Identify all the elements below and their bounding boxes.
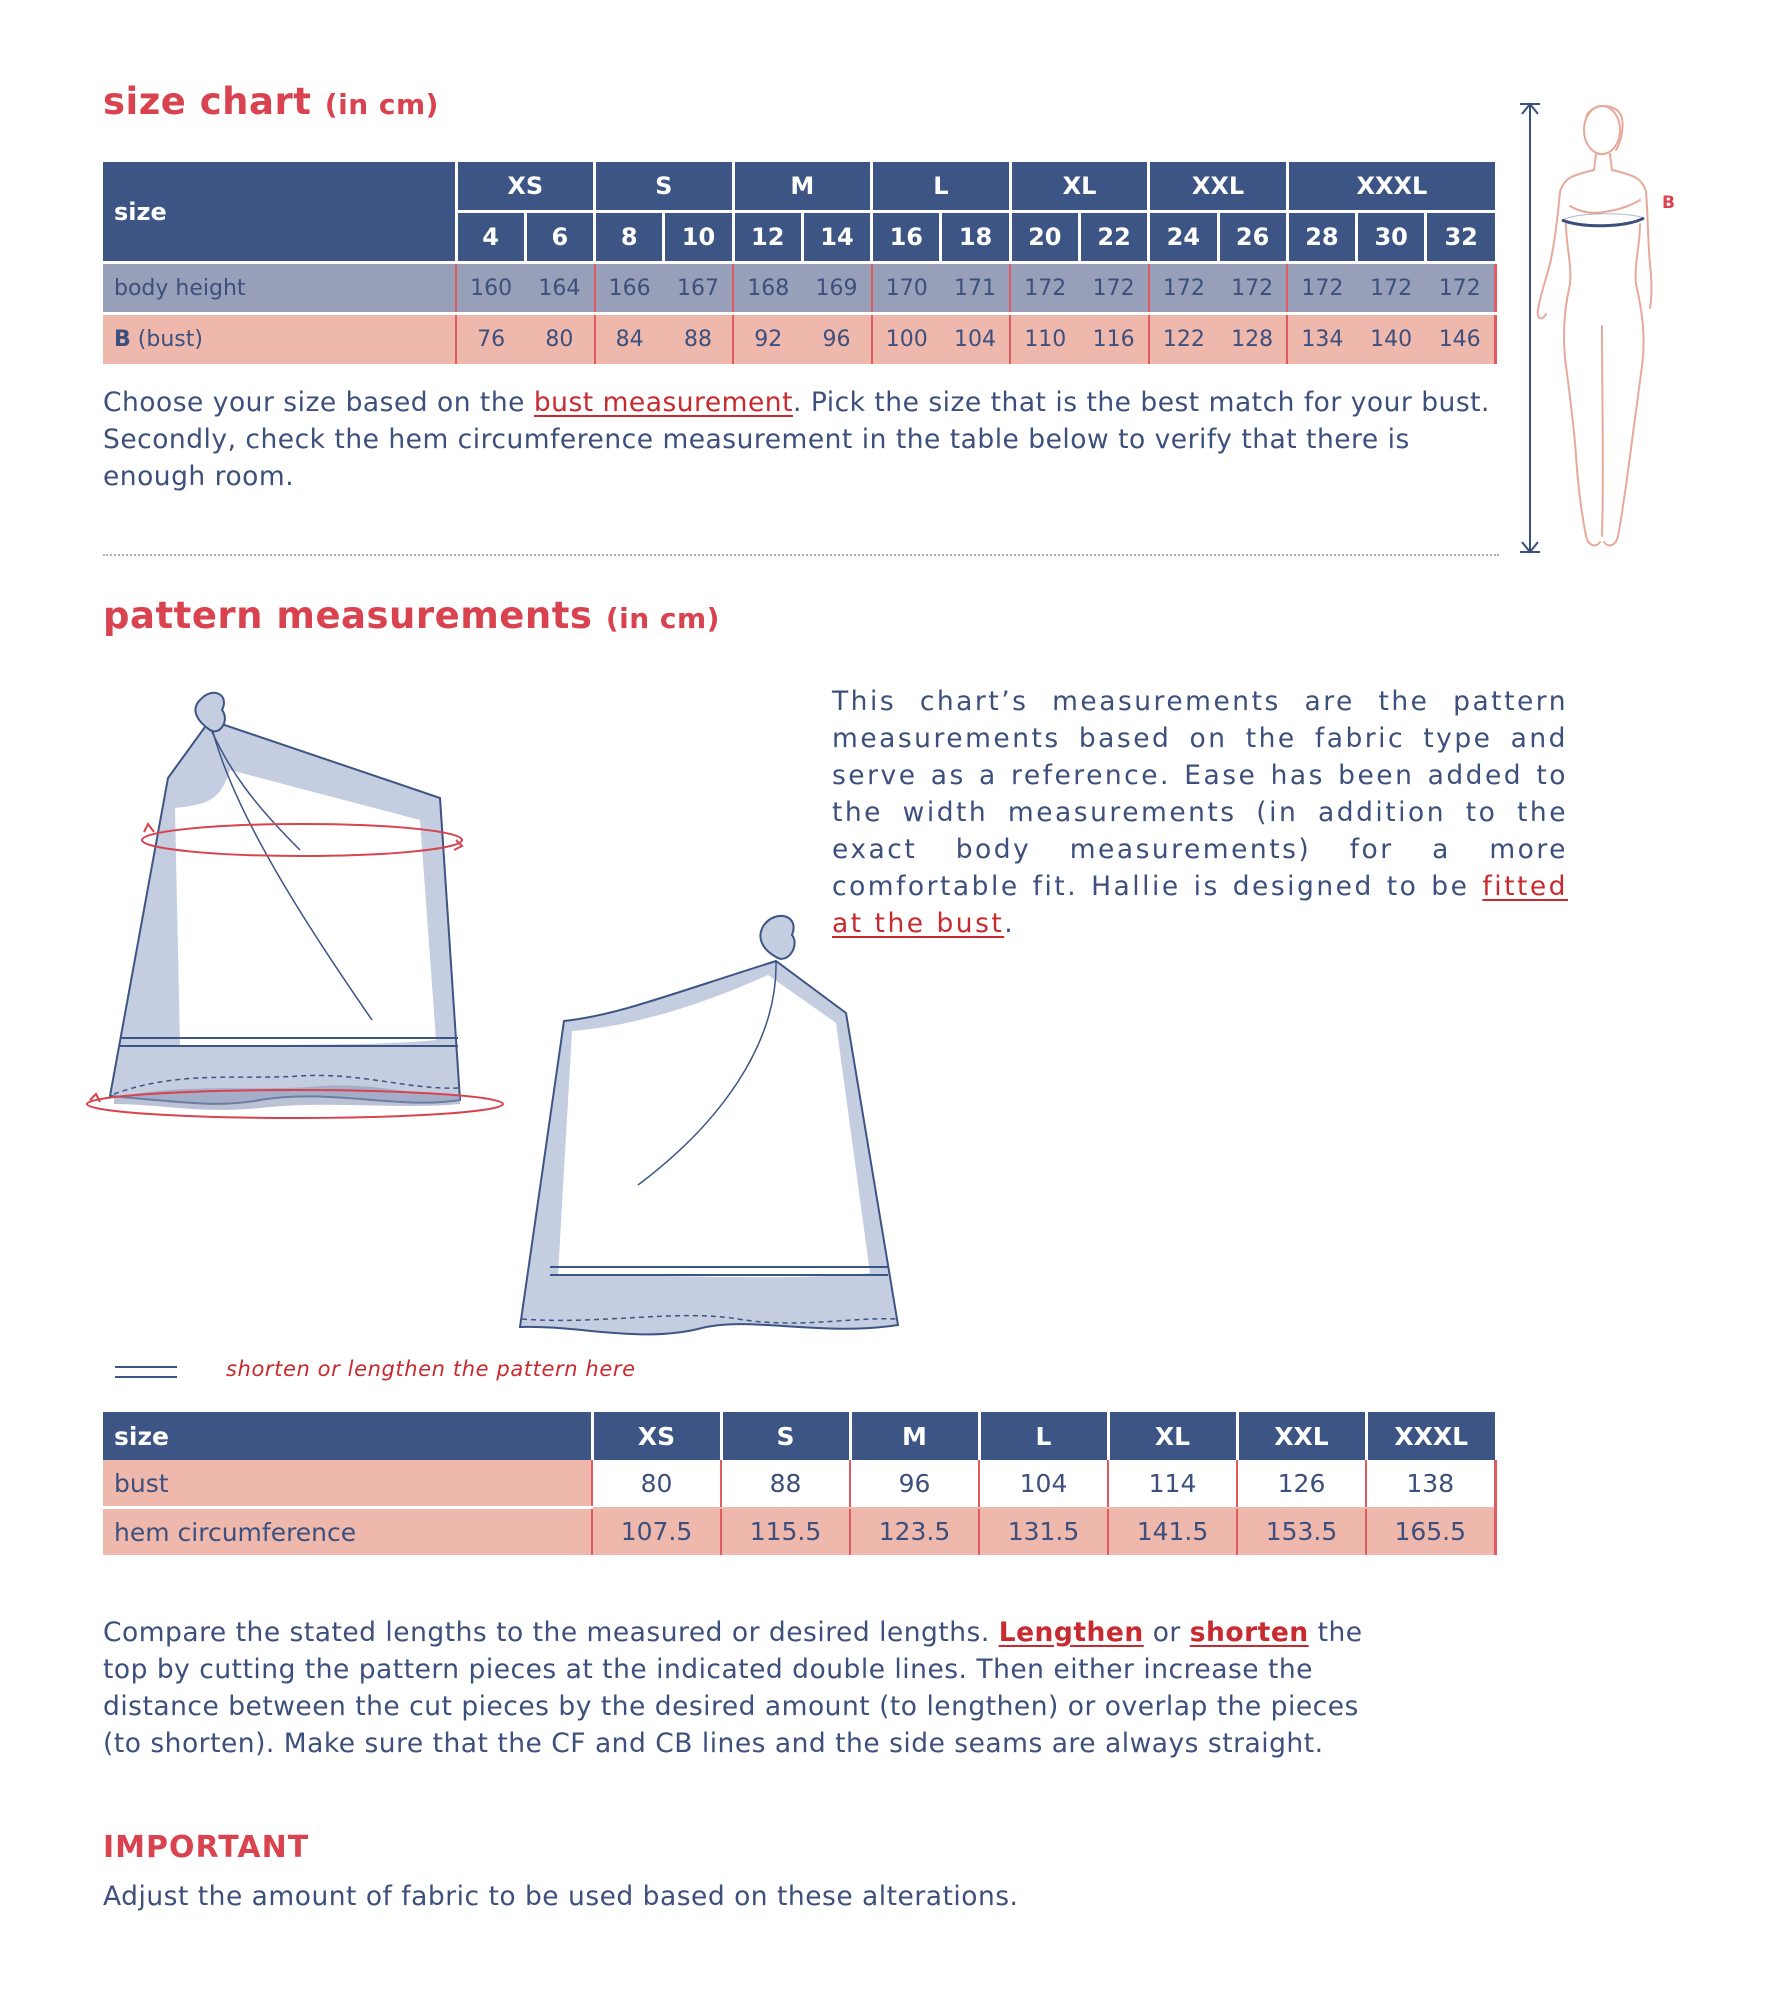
pattern-size-header: XS bbox=[592, 1412, 721, 1460]
bust-label-b: B bbox=[114, 327, 131, 352]
section-divider bbox=[103, 554, 1499, 556]
pattern-bust-row bbox=[103, 1460, 1495, 1508]
pattern-bust-value: 138 bbox=[1366, 1460, 1495, 1508]
fitted-at-bust-link[interactable]: fitted at the bust bbox=[832, 871, 1568, 939]
bust-measurement-link[interactable]: bust measurement bbox=[533, 387, 793, 418]
size-number: 10 bbox=[664, 212, 733, 263]
height-arrow bbox=[1520, 104, 1540, 552]
pattern-unit: (in cm) bbox=[605, 602, 720, 635]
bust-marker-label: B bbox=[1662, 193, 1675, 213]
pattern-hem-value: 131.5 bbox=[979, 1508, 1108, 1556]
compare-paragraph bbox=[103, 1614, 1403, 1762]
body-figure-illustration bbox=[1500, 96, 1700, 560]
bust-label-rest: (bust) bbox=[137, 327, 203, 352]
bust-measure-line bbox=[1562, 214, 1644, 226]
body-height-value: 169 bbox=[802, 263, 871, 314]
pattern-size-header: S bbox=[721, 1412, 850, 1460]
size-chart-table bbox=[103, 162, 1497, 364]
legend-label: shorten or lengthen the pattern here bbox=[226, 1357, 636, 1381]
bust-value: 122 bbox=[1149, 314, 1218, 365]
compare-text-1: Compare the stated lengths to the measured or desired lengths. bbox=[103, 1617, 999, 1648]
bust-value: 92 bbox=[733, 314, 802, 365]
pattern-description bbox=[832, 683, 1568, 942]
size-number: 12 bbox=[733, 212, 802, 263]
bust-label bbox=[103, 314, 456, 365]
intro-text-2: . Pick the size that is the best match for your bust. Secondly, check the hem circumference measurement in the table below to verify that there is enough room. bbox=[103, 387, 1490, 492]
bust-value: 84 bbox=[595, 314, 664, 365]
bust-value: 100 bbox=[872, 314, 941, 365]
garment-back-illustration bbox=[518, 905, 908, 1345]
compare-text-2: or bbox=[1143, 1617, 1190, 1648]
pattern-hem-value: 165.5 bbox=[1366, 1508, 1495, 1556]
pattern-size-row bbox=[103, 1412, 1495, 1460]
double-line-legend-icon bbox=[115, 1366, 177, 1378]
bust-value: 134 bbox=[1287, 314, 1356, 365]
pattern-bust-value: 104 bbox=[979, 1460, 1108, 1508]
body-height-value: 172 bbox=[1426, 263, 1495, 314]
pattern-bust-value: 114 bbox=[1108, 1460, 1237, 1508]
bust-value: 96 bbox=[802, 314, 871, 365]
shoulder-knot bbox=[195, 693, 224, 732]
size-number: 6 bbox=[525, 212, 594, 263]
bust-value: 104 bbox=[941, 314, 1010, 365]
body-height-value: 172 bbox=[1149, 263, 1218, 314]
body-height-value: 172 bbox=[1218, 263, 1287, 314]
size-chart-title bbox=[103, 80, 439, 123]
size-number: 20 bbox=[1010, 212, 1079, 263]
size-chart-unit: (in cm) bbox=[324, 88, 439, 121]
bust-value: 88 bbox=[664, 314, 733, 365]
pattern-size-header: XXL bbox=[1237, 1412, 1366, 1460]
body-height-row bbox=[103, 263, 1495, 314]
pattern-size-header: XXXL bbox=[1366, 1412, 1495, 1460]
pattern-hem-value: 115.5 bbox=[721, 1508, 850, 1556]
size-number: 32 bbox=[1426, 212, 1495, 263]
important-text: Adjust the amount of fabric to be used based on these alterations. bbox=[103, 1881, 1019, 1912]
size-number: 14 bbox=[802, 212, 871, 263]
bust-value: 116 bbox=[1079, 314, 1148, 365]
size-number: 16 bbox=[872, 212, 941, 263]
size-number: 8 bbox=[595, 212, 664, 263]
shorten-link[interactable]: shorten bbox=[1189, 1617, 1309, 1648]
size-number: 4 bbox=[456, 212, 525, 263]
pattern-hem-value: 153.5 bbox=[1237, 1508, 1366, 1556]
pattern-hem-row bbox=[103, 1508, 1495, 1556]
size-group-m: M bbox=[733, 162, 872, 212]
body-height-value: 160 bbox=[456, 263, 525, 314]
shoulder-knot-2 bbox=[760, 916, 794, 959]
size-number: 30 bbox=[1357, 212, 1426, 263]
pattern-bust-value: 126 bbox=[1237, 1460, 1366, 1508]
pattern-hem-label: hem circumference bbox=[103, 1508, 592, 1556]
bust-value: 140 bbox=[1357, 314, 1426, 365]
pattern-measurements-title bbox=[103, 594, 720, 637]
bust-row bbox=[103, 314, 1495, 365]
body-height-value: 172 bbox=[1287, 263, 1356, 314]
size-number: 22 bbox=[1079, 212, 1148, 263]
pattern-hem-value: 107.5 bbox=[592, 1508, 721, 1556]
size-chart-title-text: size chart bbox=[103, 80, 312, 123]
body-height-value: 170 bbox=[872, 263, 941, 314]
size-number: 28 bbox=[1287, 212, 1356, 263]
bust-value: 128 bbox=[1218, 314, 1287, 365]
body-height-value: 164 bbox=[525, 263, 594, 314]
body-height-value: 172 bbox=[1010, 263, 1079, 314]
lengthen-link[interactable]: Lengthen bbox=[998, 1617, 1144, 1648]
size-group-xl: XL bbox=[1010, 162, 1149, 212]
bust-value: 110 bbox=[1010, 314, 1079, 365]
size-number: 26 bbox=[1218, 212, 1287, 263]
pattern-title-text: pattern measurements bbox=[103, 594, 593, 637]
pattern-bust-value: 88 bbox=[721, 1460, 850, 1508]
intro-paragraph bbox=[103, 384, 1503, 495]
pattern-desc-text-2: . bbox=[1004, 908, 1016, 939]
size-number: 18 bbox=[941, 212, 1010, 263]
body-height-label: body height bbox=[103, 263, 456, 314]
garment-front-measured-illustration bbox=[80, 690, 510, 1130]
pattern-size-header: XL bbox=[1108, 1412, 1237, 1460]
pattern-desc-text-1: This chart’s measurements are the pattern measurements based on the fabric type and serve as a reference. Ease has been added to the width measurements (in addition to the exact body measurements) for a more comfortable fit. Hallie is designed to be bbox=[832, 686, 1568, 902]
compare-text-3: the top by cutting the pattern pieces at the indicated double lines. Then either increase the distance between the cut pieces by the desired amount (to lengthen) or overlap the pieces (to shorten). Make sure that the CF and CB lines and the side seams are always straight. bbox=[103, 1617, 1363, 1759]
woman-figure bbox=[1538, 106, 1652, 545]
size-group-row bbox=[103, 162, 1495, 212]
size-group-xxxl: XXXL bbox=[1287, 162, 1495, 212]
body-height-value: 166 bbox=[595, 263, 664, 314]
body-height-value: 171 bbox=[941, 263, 1010, 314]
body-height-value: 168 bbox=[733, 263, 802, 314]
size-header-label: size bbox=[103, 162, 456, 263]
body-height-value: 172 bbox=[1357, 263, 1426, 314]
size-number: 24 bbox=[1149, 212, 1218, 263]
size-group-l: L bbox=[872, 162, 1011, 212]
bust-value: 80 bbox=[525, 314, 594, 365]
pattern-bust-label: bust bbox=[103, 1460, 592, 1508]
body-height-value: 172 bbox=[1079, 263, 1148, 314]
bust-value: 76 bbox=[456, 314, 525, 365]
size-group-xs: XS bbox=[456, 162, 595, 212]
size-group-s: S bbox=[595, 162, 734, 212]
body-height-value: 167 bbox=[664, 263, 733, 314]
pattern-bust-value: 80 bbox=[592, 1460, 721, 1508]
pattern-hem-value: 123.5 bbox=[850, 1508, 979, 1556]
pattern-size-label: size bbox=[103, 1412, 592, 1460]
intro-text-1: Choose your size based on the bbox=[103, 387, 534, 418]
pattern-bust-value: 96 bbox=[850, 1460, 979, 1508]
bust-value: 146 bbox=[1426, 314, 1495, 365]
pattern-measurement-table bbox=[103, 1412, 1497, 1555]
size-group-xxl: XXL bbox=[1149, 162, 1288, 212]
pattern-hem-value: 141.5 bbox=[1108, 1508, 1237, 1556]
pattern-size-header: M bbox=[850, 1412, 979, 1460]
pattern-size-header: L bbox=[979, 1412, 1108, 1460]
important-heading: IMPORTANT bbox=[103, 1830, 310, 1865]
